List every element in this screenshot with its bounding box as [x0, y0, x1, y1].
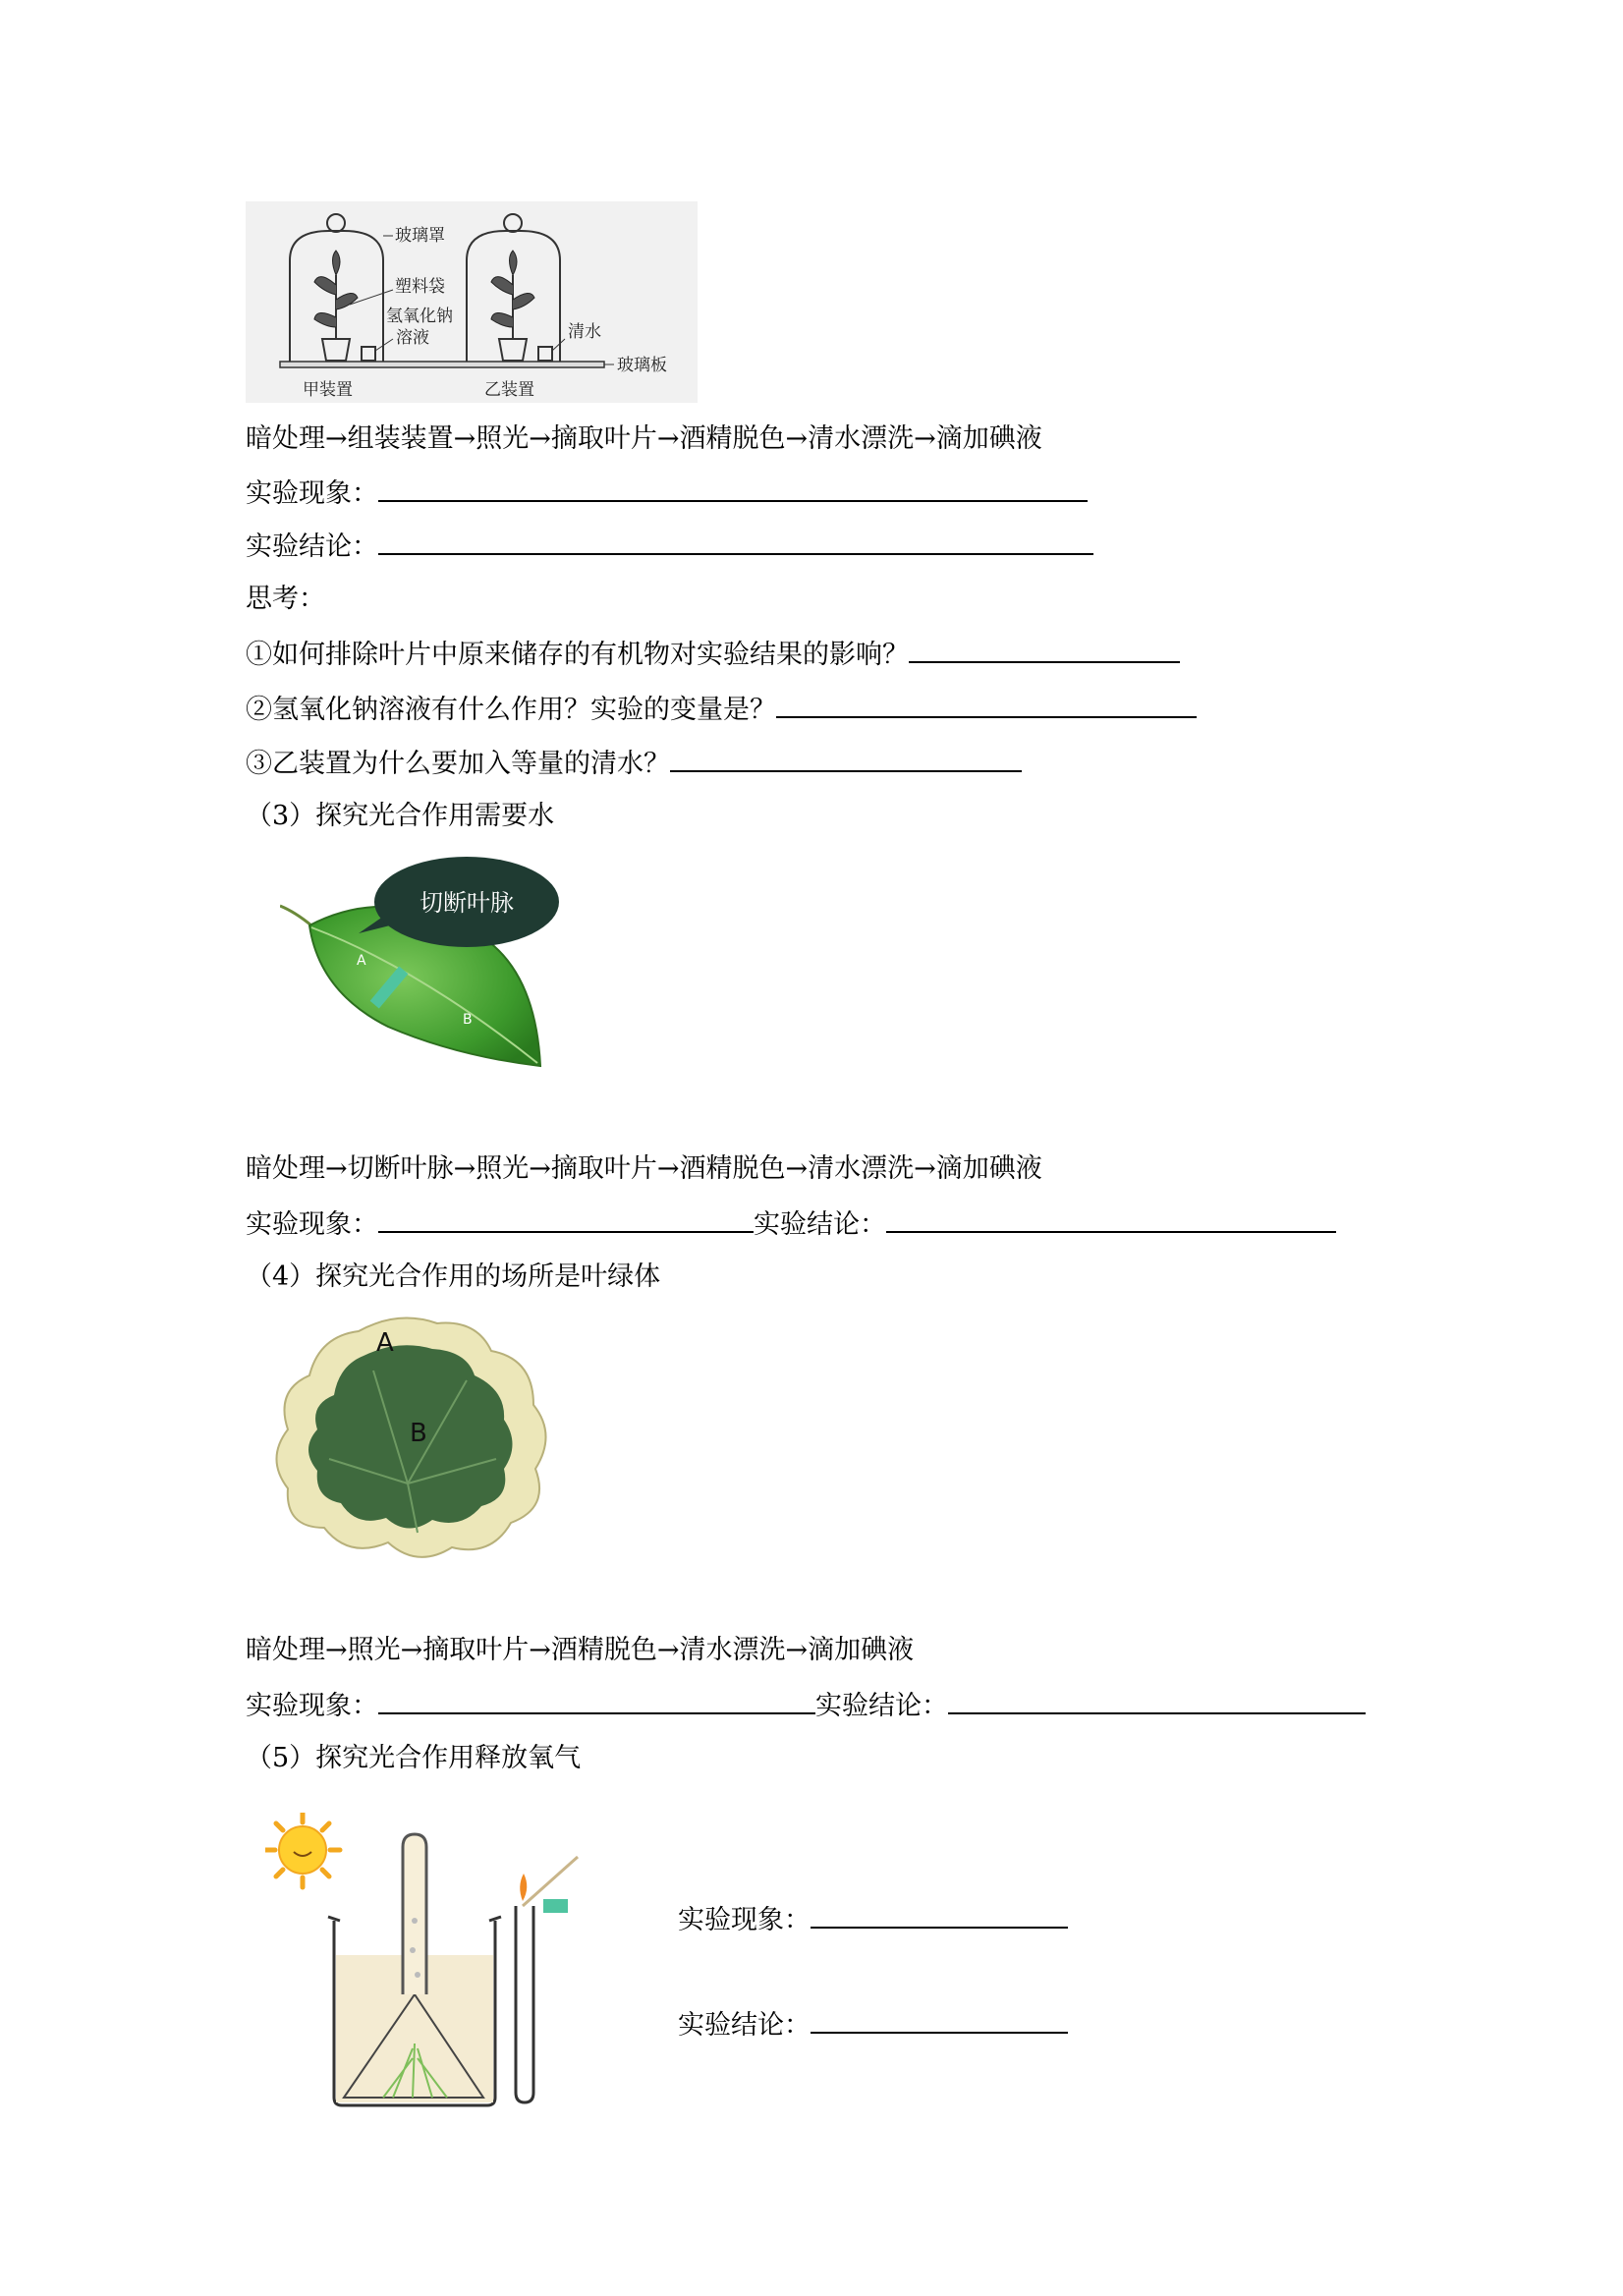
leaf-point-a: A: [376, 1328, 394, 1358]
leaf-point-b: B: [410, 1419, 427, 1448]
variegated-leaf-figure: [270, 1312, 555, 1567]
section-5-title: （5）探究光合作用释放氧气: [246, 1743, 582, 1773]
glass-plate-label: 玻璃板: [617, 356, 667, 375]
question-3: ③乙装置为什么要加入等量的清水？: [246, 749, 670, 779]
apparatus-a-label: 甲装置: [303, 380, 353, 400]
steps-text-3: 暗处理→切断叶脉→照光→摘取叶片→酒精脱色→清水漂洗→滴加碘液: [246, 1153, 1042, 1184]
leaf-point-b: B: [463, 1012, 473, 1028]
phenomenon-answer-blank[interactable]: [811, 1899, 1068, 1929]
result-row-3: [246, 1204, 1336, 1245]
result-row-4: [246, 1685, 1366, 1726]
sun-icon: [265, 1813, 340, 1887]
phenomenon-answer-blank[interactable]: [378, 473, 1088, 502]
phenomenon-label: 实验现象：: [246, 478, 378, 509]
phenomenon-label: 实验现象：: [678, 1905, 811, 1935]
conclusion-answer-blank[interactable]: [378, 526, 1093, 555]
cut-vein-leaf-figure: [280, 855, 619, 1076]
section-4-title: （4）探究光合作用的场所是叶绿体: [246, 1261, 661, 1292]
phenomenon-answer-blank[interactable]: [378, 1685, 815, 1714]
question-1-blank[interactable]: [909, 634, 1180, 663]
cut-vein-bubble-label: 切断叶脉: [420, 889, 514, 917]
plastic-bag-label: 塑料袋: [395, 277, 445, 297]
section-3-title: （3）探究光合作用需要水: [246, 801, 555, 831]
conclusion-label: 实验结论：: [678, 2010, 811, 2041]
apparatus-b-label: 乙装置: [484, 380, 534, 400]
question-1-row: [246, 634, 1180, 675]
conclusion-row-2: [246, 526, 1093, 567]
conclusion-label: 实验结论：: [754, 1209, 886, 1240]
phenomenon-label: 实验现象：: [246, 1691, 378, 1721]
conclusion-label: 实验结论：: [815, 1691, 948, 1721]
phenomenon-row-5: [678, 1899, 1068, 1940]
oxygen-experiment-figure: [265, 1813, 589, 2112]
question-2-blank[interactable]: [776, 689, 1197, 718]
steps-text-4: 暗处理→照光→摘取叶片→酒精脱色→清水漂洗→滴加碘液: [246, 1635, 915, 1665]
water-label: 清水: [568, 322, 601, 342]
conclusion-answer-blank[interactable]: [886, 1204, 1336, 1233]
steps-text-2: 暗处理→组装装置→照光→摘取叶片→酒精脱色→清水漂洗→滴加碘液: [246, 423, 1042, 454]
glass-cover-label: 玻璃罩: [395, 226, 445, 246]
apparatus-figure: [246, 201, 698, 403]
conclusion-row-5: [678, 2004, 1068, 2045]
leaf-point-a: A: [357, 953, 366, 969]
phenomenon-row-2: [246, 473, 1088, 514]
conclusion-answer-blank[interactable]: [948, 1685, 1366, 1714]
phenomenon-answer-blank[interactable]: [378, 1204, 754, 1233]
question-2-row: [246, 689, 1197, 730]
question-2: ②氢氧化钠溶液有什么作用？实验的变量是？: [246, 695, 776, 725]
question-1: ①如何排除叶片中原来储存的有机物对实验结果的影响？: [246, 640, 909, 670]
naoh-label-line2: 溶液: [396, 328, 429, 348]
conclusion-label: 实验结论：: [246, 532, 378, 562]
naoh-label-line1: 氢氧化钠: [386, 307, 453, 326]
conclusion-answer-blank[interactable]: [811, 2004, 1068, 2034]
question-3-row: [246, 743, 1022, 784]
phenomenon-label: 实验现象：: [246, 1209, 378, 1240]
think-label: 思考：: [246, 584, 325, 614]
question-3-blank[interactable]: [670, 743, 1022, 772]
